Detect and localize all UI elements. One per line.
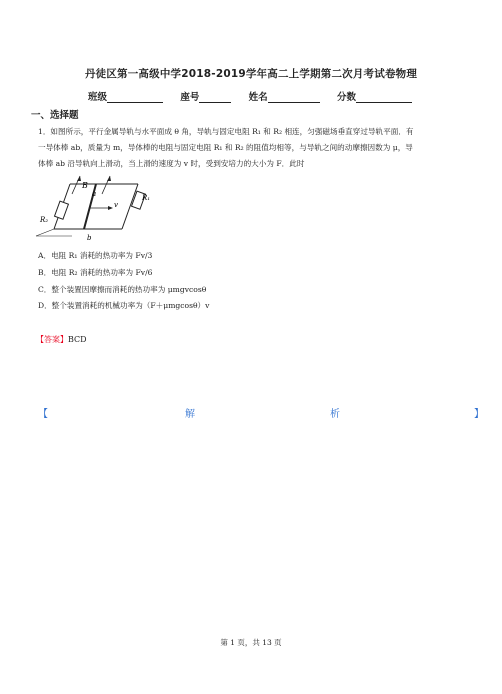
option-d: D．整个装置消耗的机械功率为（F＋μmgcosθ）v — [38, 301, 210, 310]
field-class: 班级 — [88, 92, 163, 103]
label-b: b — [87, 234, 92, 242]
page-title: 丹徒区第一高级中学2018-2019学年高二上学期第二次月考试卷物理 — [84, 68, 418, 80]
resistor-r2 — [55, 201, 69, 219]
label-r1: R₁ — [142, 194, 151, 202]
answer-tag: 【答案】 — [36, 335, 68, 344]
analysis-open-bracket: 【 — [38, 409, 48, 420]
label-r2: R₂ — [40, 216, 49, 224]
label-b-field: B — [82, 181, 88, 190]
label-a: a — [92, 190, 97, 198]
option-c: C．整个装置因摩擦而消耗的热功率为 μmgvcosθ — [38, 285, 207, 294]
analysis-char-2: 析 — [330, 409, 340, 420]
option-b: B．电阻 R₂ 消耗的热功率为 Fv/6 — [38, 268, 153, 277]
section-heading: 一、选择题 — [31, 110, 79, 121]
field-score: 分数 — [337, 92, 412, 103]
analysis-char-1: 解 — [185, 409, 195, 420]
info-fields — [88, 89, 426, 103]
rail-diagram — [34, 174, 164, 246]
label-v: v — [114, 201, 118, 209]
answer — [36, 334, 87, 345]
field-name: 姓名 — [249, 92, 320, 103]
question-line: 1．如图所示，平行金属导轨与水平面成 θ 角，导轨与固定电阻 R₁ 和 R₂ 相连，匀强磁场垂直穿过导轨平面．有 — [38, 127, 414, 136]
option-a: A．电阻 R₁ 消耗的热功率为 Fv/3 — [38, 251, 153, 260]
question-line: 一导体棒 ab，质量为 m，导体棒的电阻与固定电阻 R₁ 和 R₂ 的阻值均相等，与导轨之间的动摩擦因数为 μ，导 — [38, 143, 413, 152]
answer-value: BCD — [68, 335, 87, 344]
question-text — [38, 124, 490, 172]
question-line: 体棒 ab 沿导轨向上滑动，当上滑的速度为 v 时，受到安培力的大小为 F．此时 — [38, 159, 305, 168]
page-footer: 第 1 页，共 13 页 — [220, 638, 282, 647]
field-seat: 座号 — [180, 92, 231, 103]
analysis-close-bracket: 】 — [474, 409, 484, 420]
